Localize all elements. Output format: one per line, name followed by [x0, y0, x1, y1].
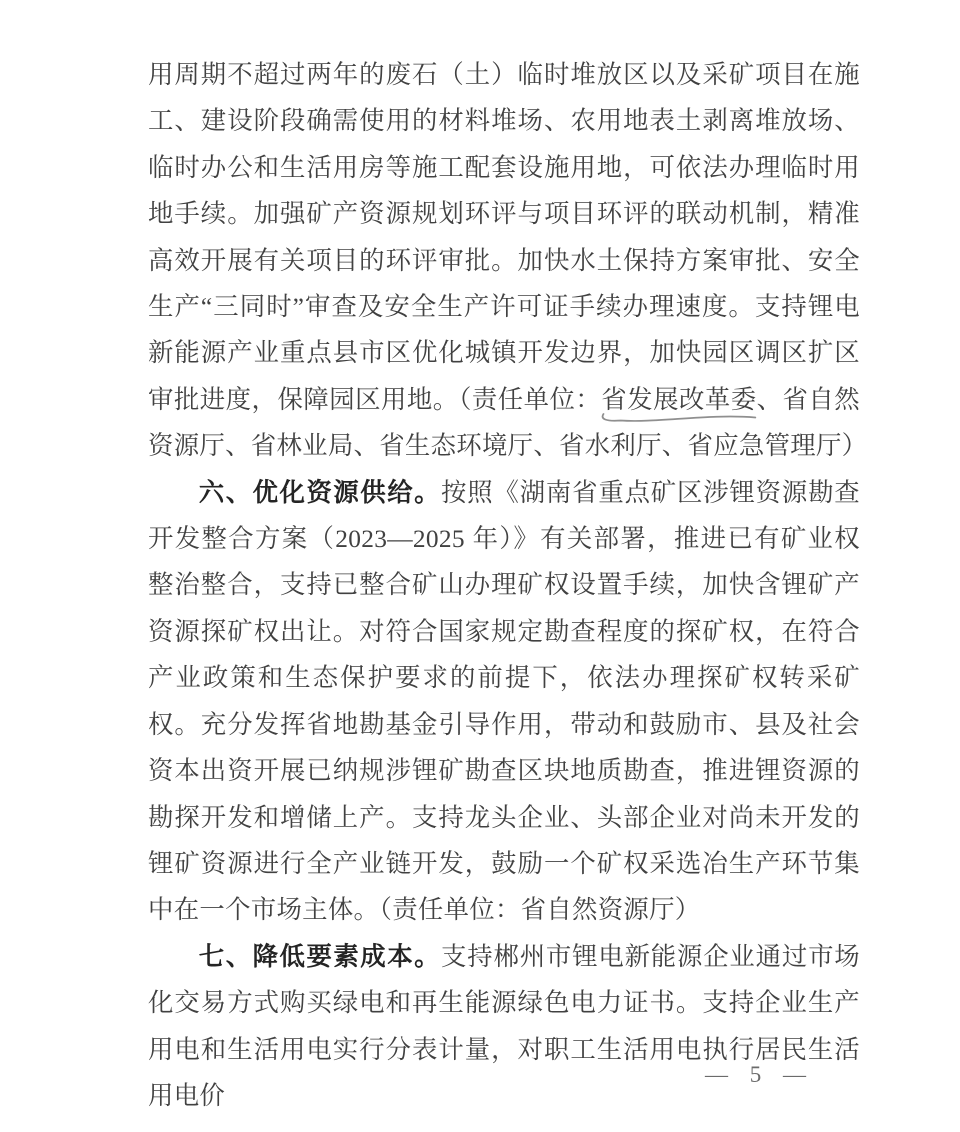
continuation-paragraph-tail: 、省自然资源厅、省林业局、省生态环境厅、省水利厅、省应急管理厅） — [148, 385, 868, 461]
section-seven-heading: 七、降低要素成本。 — [198, 942, 442, 971]
continuation-paragraph — [148, 52, 868, 470]
page-number: — 5 — — [705, 1062, 814, 1087]
section-seven-body: 支持郴州市锂电新能源企业通过市场化交易方式购买绿电和再生能源绿色电力证书。支持企业生产用电和生活用电实行分表计量，对职工生活用电执行居民生活用电价 — [148, 942, 860, 1110]
section-six-paragraph — [148, 470, 860, 934]
document-text-block — [148, 52, 868, 1119]
underlined-responsible-unit — [601, 386, 756, 414]
underlined-responsible-unit-text: 省发展改革委 — [601, 385, 757, 414]
section-seven-paragraph — [148, 934, 860, 1120]
section-six-body: 按照《湖南省重点矿区涉锂资源勘查开发整合方案（2023—2025 年）》有关部署，推进已有矿业权整治整合，支持已整合矿山办理矿权设置手续，加快含锂矿产资源探矿权出让。对符合国家规定勘查程度的探矿权，在符合产业政策和生态保护要求的前提下，依法办理探矿权转采矿权。充分发挥省地勘基金引导作用，带动和鼓励市、县及社会资本出资开展已纳规涉锂矿勘查区块地质勘查，推进锂资源的勘探开发和增储上产。支持龙头企业、头部企业对尚未开发的锂矿资源进行全产业链开发，鼓励一个矿权采选冶生产环节集中在一个市场主体。（责任单位：省自然资源厅） — [148, 478, 860, 925]
continuation-paragraph-text: 用周期不超过两年的废石（土）临时堆放区以及采矿项目在施工、建设阶段确需使用的材料堆场、农用地表土剥离堆放场、临时办公和生活用房等施工配套设施用地，可依法办理临时用地手续。加强矿产资源规划环评与项目环评的联动机制，精准高效开展有关项目的环评审批。加快水土保持方案审批、安全生产“三同时”审查及安全生产许可证手续办理速度。支持锂电新能源产业重点县市区优化城镇开发边界，加快园区调区扩区审批进度，保障园区用地。（责任单位： — [148, 61, 860, 414]
section-six-heading: 六、优化资源供给。 — [198, 478, 442, 507]
